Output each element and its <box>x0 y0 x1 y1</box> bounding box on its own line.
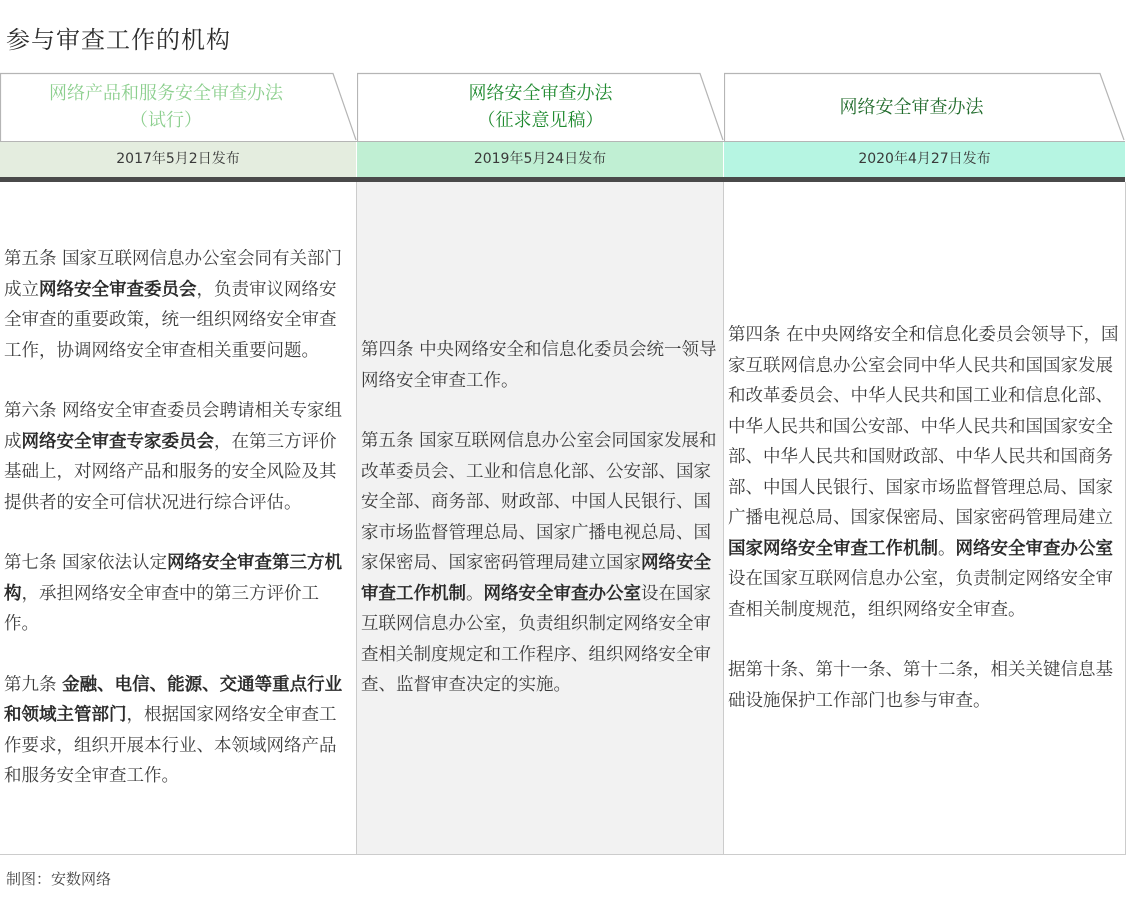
article-text: 第四条 在中央网络安全和信息化委员会领导下，国家互联网信息办公室会同中华人民共和国国家发展和改革委员会、中华人民共和国工业和信息化部、中华人民共和国公安部、中华人民共和国国家安全部、中华人民共和国财政部、中华人民共和国商务部、中国人民银行、国家市场监督管理总局、国家广播电视总局、国家保密局、国家密码管理局建立 <box>728 325 1119 528</box>
publish-date: 2017年5月2日发布 <box>0 142 356 177</box>
regulation-name-line1: 网络安全审查办法 <box>839 96 984 118</box>
article-text: 。 <box>466 583 484 604</box>
highlighted-agency: 国家网络安全审查工作机制 <box>728 538 938 559</box>
column-header-2020 <box>724 72 1125 177</box>
highlighted-agency: 金融、电信、能源、交通等重点行业和领域主管部门 <box>4 674 343 726</box>
article-text: ，在第三方评价基础上，对网络产品和服务的安全风险及其提供者的安全可信状况进行综合评估。 <box>4 431 337 513</box>
tab-header <box>357 72 723 142</box>
regulation-name-line2: （征求意见稿） <box>477 110 604 131</box>
source-credit: 制图：安数网络 <box>6 870 112 888</box>
publish-date: 2019年5月24日发布 <box>357 142 723 177</box>
regulation-name-line1: 网络产品和服务安全审查办法 <box>49 83 283 104</box>
highlighted-agency: 网络安全审查委员会 <box>39 279 197 300</box>
article-paragraph <box>361 426 719 701</box>
highlighted-agency: 网络安全审查办公室 <box>955 538 1113 559</box>
article-text: 第五条 国家互联网信息办公室会同有关部门成立 <box>4 249 343 300</box>
article-text: ，负责审议网络安全审查的重要政策，统一组织网络安全审查工作，协调网络安全审查相关重要问题。 <box>4 279 337 361</box>
paragraph-gap <box>4 366 352 396</box>
paragraph-gap <box>361 396 719 426</box>
highlighted-agency: 网络安全审查工作机制 <box>361 553 711 604</box>
article-text: 据第十条、第十一条、第十二条，相关关键信息基础设施保护工作部门也参与审查。 <box>728 660 1113 711</box>
paragraph-gap <box>4 640 352 670</box>
article-text: ，承担网络安全审查中的第三方评价工作。 <box>4 583 319 635</box>
tab-header <box>724 72 1125 142</box>
article-text: 设在国家互联网信息办公室，负责制定网络安全审查相关制度规范，组织网络安全审查。 <box>728 569 1113 620</box>
regulation-name <box>357 72 724 142</box>
article-paragraph <box>4 670 352 792</box>
article-paragraph <box>4 396 352 518</box>
column-body-2020 <box>724 182 1126 855</box>
regulation-name-line2: （试行） <box>130 110 202 131</box>
article-paragraph <box>728 320 1121 625</box>
regulation-name <box>724 72 1099 142</box>
article-paragraph <box>4 548 352 640</box>
highlighted-agency: 网络安全审查第三方机构 <box>4 553 343 604</box>
regulation-name-line1: 网络安全审查办法 <box>468 83 613 104</box>
article-text: 第四条 中央网络安全和信息化委员会统一领导网络安全审查工作。 <box>361 340 717 391</box>
publish-date: 2020年4月27日发布 <box>724 142 1125 177</box>
article-text: 第五条 国家互联网信息办公室会同国家发展和改革委员会、工业和信息化部、公安部、国家安全部、商务部、财政部、中国人民银行、国家市场监督管理总局、国家广播电视总局、国家保密局、国家密码管理局建立国家 <box>361 431 717 574</box>
article-text: 第六条 网络安全审查委员会聘请相关专家组成 <box>4 401 343 452</box>
tab-header <box>0 72 356 142</box>
article-text: ，根据国家网络安全审查工作要求，组织开展本行业、本领域网络产品和服务安全审查工作。 <box>4 705 337 787</box>
paragraph-gap <box>4 518 352 548</box>
article-text: 第九条 <box>4 674 63 695</box>
article-paragraph <box>4 244 352 366</box>
highlighted-agency: 网络安全审查专家委员会 <box>21 431 214 452</box>
column-header-2017 <box>0 72 356 177</box>
article-paragraph <box>361 335 719 396</box>
column-body-2019 <box>357 182 724 855</box>
regulation-name <box>0 72 332 142</box>
column-body-2017 <box>0 182 357 855</box>
article-text: 第七条 国家依法认定 <box>4 553 168 574</box>
article-paragraph <box>728 655 1121 716</box>
column-header-2019 <box>357 72 723 177</box>
article-text: 。 <box>938 538 956 559</box>
article-text: 设在国家互联网信息办公室，负责组织制定网络安全审查相关制度规定和工作程序、组织网络安全审查、监督审查决定的实施。 <box>361 583 711 696</box>
highlighted-agency: 网络安全审查办公室 <box>483 583 641 604</box>
page-title: 参与审查工作的机构 <box>6 26 231 54</box>
paragraph-gap <box>728 625 1121 655</box>
